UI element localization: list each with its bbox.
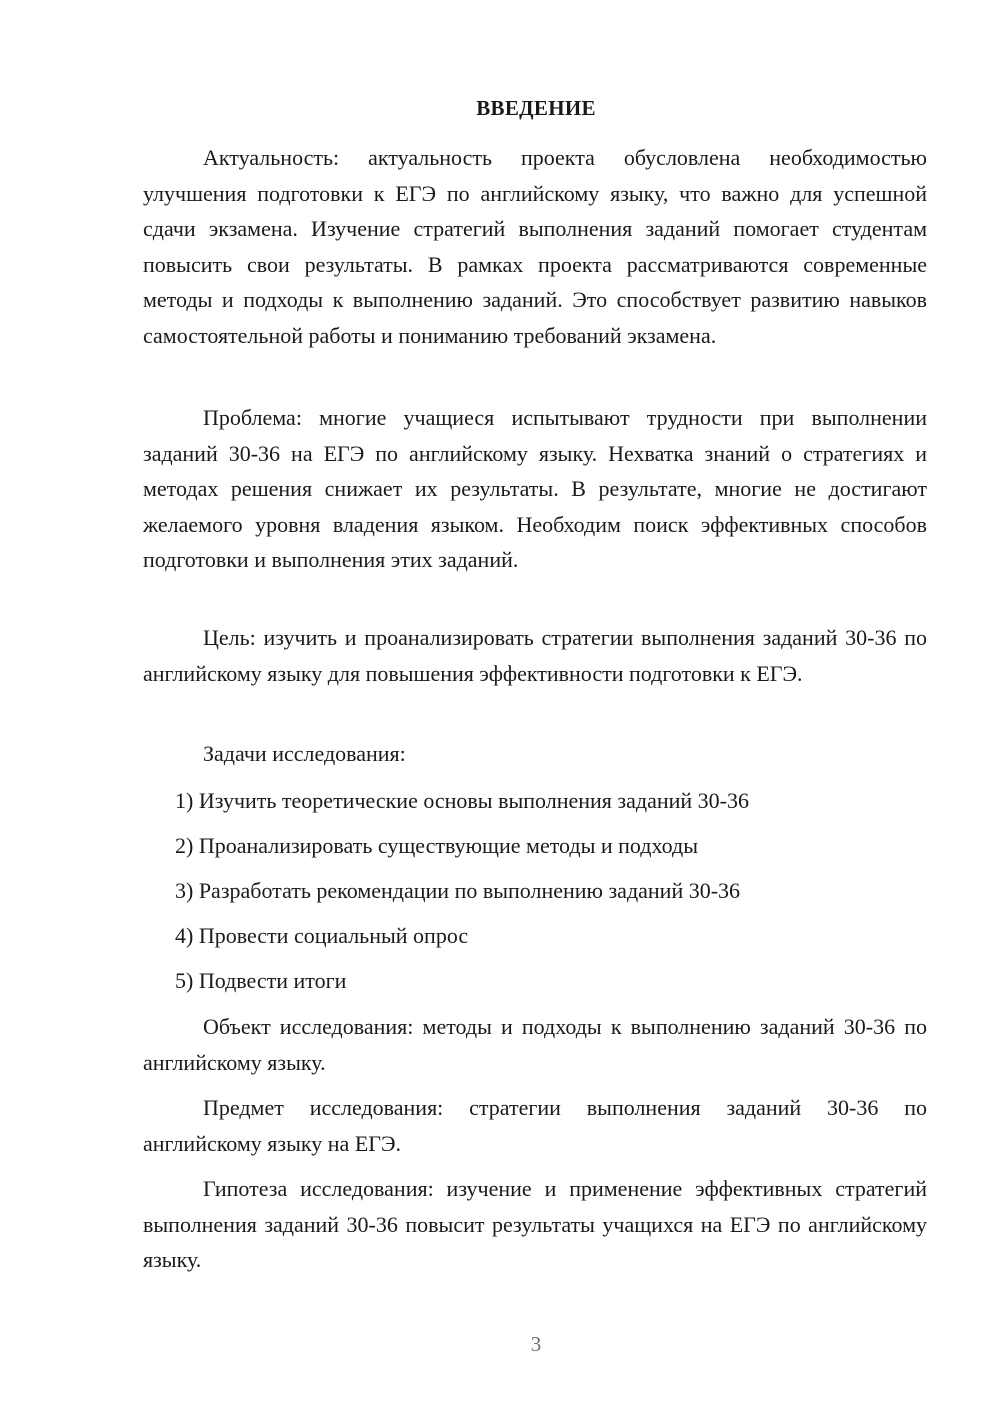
task-item-5: 5) Подвести итоги — [175, 968, 347, 993]
paragraph-problem: Проблема: многие учащиеся испытывают трудности при выполнении заданий 30-36 на ЕГЭ по английскому языку. Нехватка знаний о стратегиях и методах решения снижает их результаты. В результате, многие не достигают желаемого уровня владения языком. Необходим поиск эффективных способов подготовки и выполнения этих заданий. — [143, 405, 927, 572]
page-number: 3 — [530, 1332, 542, 1356]
paragraph-object: Объект исследования: методы и подходы к выполнению заданий 30-36 по английскому языку. — [143, 1014, 927, 1075]
task-item-4: 4) Провести социальный опрос — [175, 923, 469, 948]
paragraph-subject: Предмет исследования: стратегии выполнения заданий 30-36 по английскому языку на ЕГЭ. — [143, 1095, 927, 1156]
paragraph-goal: Цель: изучить и проанализировать стратегии выполнения заданий 30-36 по английскому языку для повышения эффективности подготовки к ЕГЭ. — [143, 625, 927, 686]
section-title: ВВЕДЕНИЕ — [476, 96, 596, 120]
task-item-1: 1) Изучить теоретические основы выполнения заданий 30-36 — [175, 788, 749, 813]
paragraph-hypothesis: Гипотеза исследования: изучение и применение эффективных стратегий выполнения заданий 30-36 повысит результаты учащихся на ЕГЭ по английскому языку. — [143, 1176, 927, 1272]
paragraph-relevance: Актуальность: актуальность проекта обусловлена необходимостью улучшения подготовки к ЕГЭ по английскому языку, что важно для успешной сдачи экзамена. Изучение стратегий выполнения заданий помогает студентам повысить свои результаты. В рамках проекта рассматриваются современные методы и подходы к выполнению заданий. Это способствует развитию навыков самостоятельной работы и пониманию требований экзамена. — [143, 145, 927, 348]
task-item-3: 3) Разработать рекомендации по выполнению заданий 30-36 — [175, 878, 741, 903]
tasks-heading: Задачи исследования: — [203, 741, 406, 766]
task-item-2: 2) Проанализировать существующие методы и подходы — [175, 833, 698, 858]
